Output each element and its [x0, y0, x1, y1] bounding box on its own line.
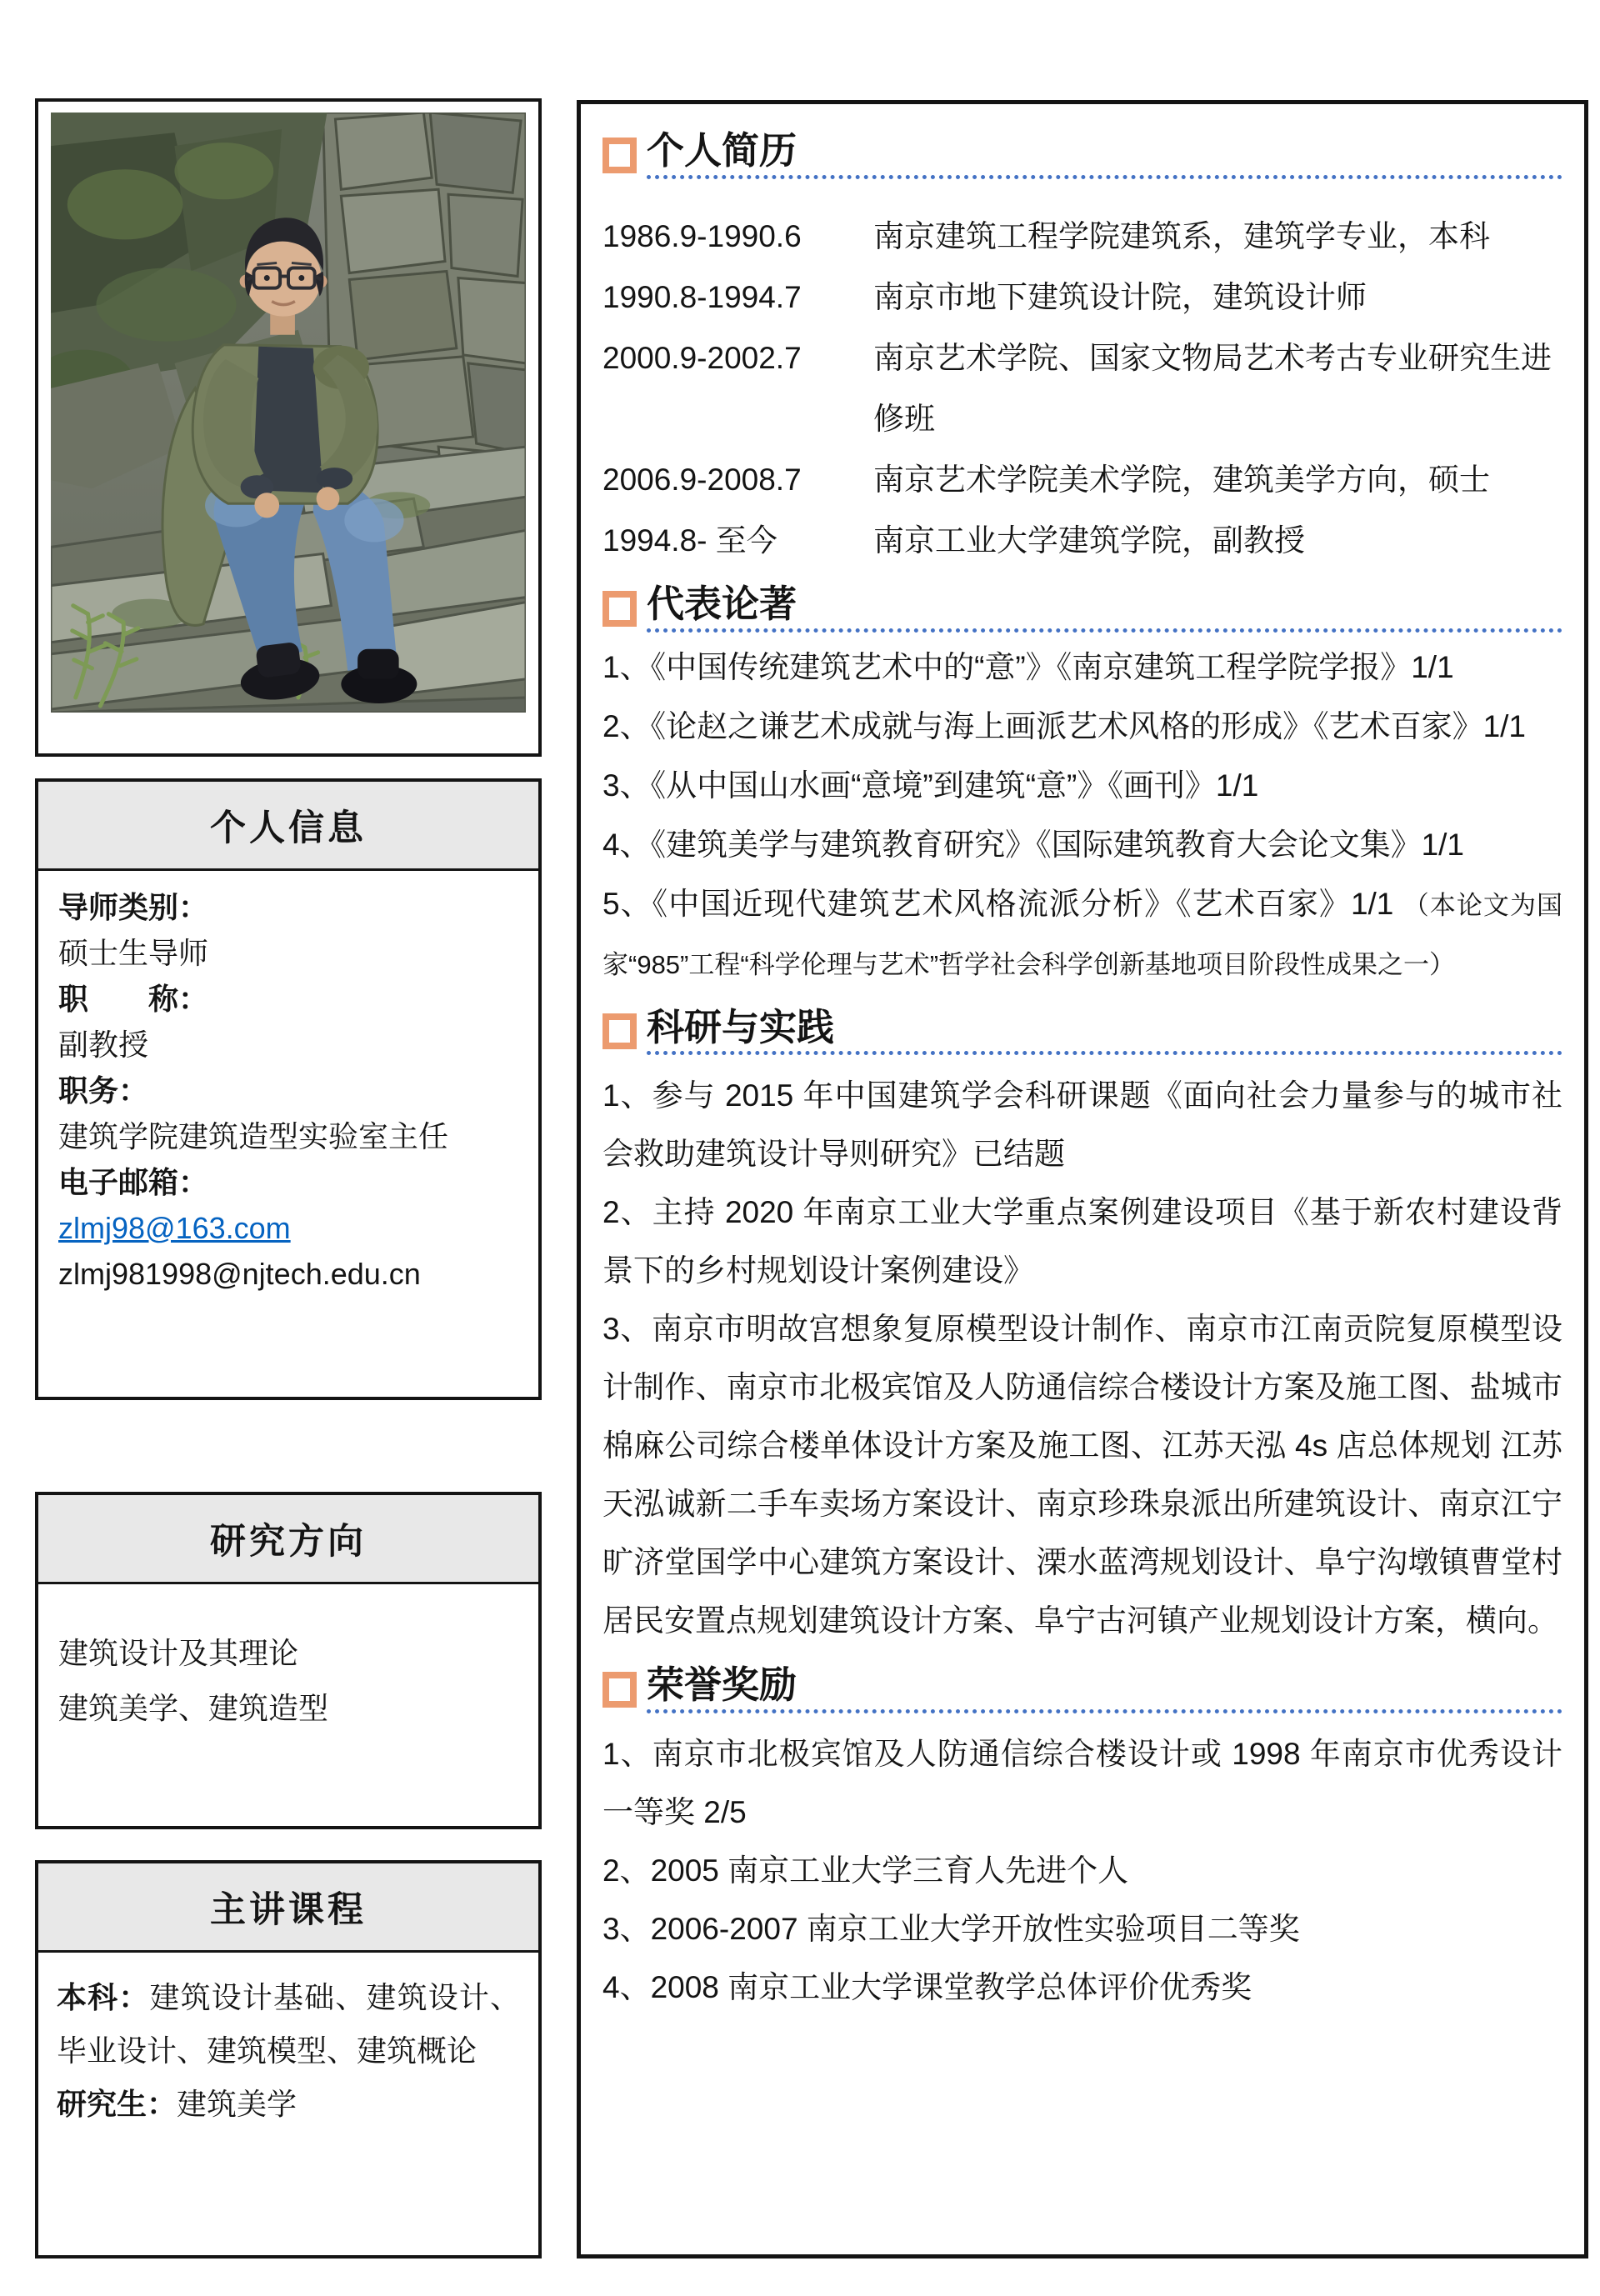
resume-description: 南京艺术学院、国家文物局艺术考古专业研究生进 [873, 340, 1552, 375]
research-practice-list [602, 1067, 1562, 1650]
research-practice-item: 2、主持 2020 年南京工业大学重点案例建设项目《基于新农村建设背景下的乡村规划设计案例建设》 [602, 1195, 1562, 1288]
award-item: 1、南京市北极宾馆及人防通信综合楼设计或 1998 年南京市优秀设计一等奖 2/5 [602, 1737, 1562, 1829]
info-field-value: 建筑学院建筑造型实验室主任 [58, 1119, 449, 1153]
email-label: 电子邮箱： [58, 1165, 209, 1199]
course-level-label: 本科： [57, 1980, 150, 2014]
email-secondary: zlmj981998@njtech.edu.cn [58, 1257, 421, 1291]
course-line [57, 2078, 520, 2131]
award-item: 4、2008 南京工业大学课堂教学总体评价优秀奖 [602, 1970, 1252, 2004]
awards-section-title: 荣誉奖励 [647, 1663, 798, 1707]
personal-info-card [35, 778, 542, 1400]
section-awards [602, 1663, 1562, 2017]
publication-item [602, 874, 1562, 993]
publication-text: 5、《中国近现代建筑艺术风格流派分析》《艺术百家》1/1 [602, 886, 1403, 921]
resume-description: 南京建筑工程学院建筑系，建筑学专业，本科 [873, 218, 1490, 253]
email-link[interactable]: zlmj98@163.com [58, 1211, 291, 1245]
resume-period: 2000.9-2002.7 [602, 340, 802, 375]
section-bullet-icon [602, 138, 637, 173]
resume-entry [602, 449, 1562, 510]
resume-entry [602, 510, 1562, 571]
section-underline [647, 1663, 1562, 1713]
professor-photo [51, 113, 526, 713]
research-practice-item: 1、参与 2015 年中国建筑学会科研课题《面向社会力量参与的城市社会救助建筑设计导则研究》已结题 [602, 1078, 1562, 1172]
awards-section-header [602, 1663, 1562, 1713]
courses-title: 主讲课程 [38, 1863, 538, 1953]
publications-section-header [602, 583, 1562, 633]
professor-photo-illustration [51, 113, 526, 713]
section-publications [602, 583, 1562, 993]
resume-entry [602, 206, 1562, 267]
publication-item [602, 815, 1562, 874]
courses-card [35, 1860, 542, 2258]
research-directions-body [38, 1584, 538, 1778]
resume-period: 1994.8- 至今 [602, 523, 778, 558]
section-research-practice [602, 1006, 1562, 1651]
research-practice-section-title: 科研与实践 [647, 1005, 835, 1048]
section-resume [602, 129, 1562, 571]
courses-body [38, 1953, 538, 2149]
resume-description: 南京工业大学建筑学院，副教授 [873, 523, 1305, 558]
section-underline [647, 129, 1562, 179]
resume-period: 1990.8-1994.7 [602, 279, 802, 314]
personal-info-fields [58, 884, 518, 1159]
section-underline [647, 583, 1562, 633]
info-field-value: 副教授 [58, 1028, 149, 1062]
info-field-value: 硕士生导师 [58, 936, 209, 970]
personal-info-body [38, 871, 538, 1310]
section-bullet-icon [602, 1013, 637, 1049]
publication-text: 4、《建筑美学与建筑教育研究》《国际建筑教育大会论文集》1/1 [602, 827, 1465, 862]
photo-frame [35, 98, 542, 757]
course-names: 建筑美学 [177, 2087, 298, 2121]
publication-text: 3、《从中国山水画“意境”到建筑“意”》《画刊》1/1 [602, 768, 1259, 803]
research-directions-title: 研究方向 [38, 1495, 538, 1584]
publication-item [602, 756, 1562, 815]
research-direction-line: 建筑设计及其理论 [58, 1636, 299, 1670]
resume-section-title: 个人简历 [647, 129, 798, 172]
resume-description: 南京艺术学院美术学院，建筑美学方向，硕士 [873, 462, 1490, 497]
awards-list [602, 1725, 1562, 2017]
resume-entry [602, 267, 1562, 328]
resume-entry [602, 388, 1562, 449]
publication-text: 1、《中国传统建筑艺术中的“意”》《南京建筑工程学院学报》1/1 [602, 649, 1454, 684]
resume-description: 南京市地下建筑设计院，建筑设计师 [873, 279, 1367, 314]
info-field-label: 职务： [58, 1073, 149, 1108]
info-field-label: 职 称： [58, 982, 209, 1016]
research-practice-item: 3、南京市明故宫想象复原模型设计制作、南京市江南贡院复原模型设计制作、南京市北极宾馆及人防通信综合楼设计方案及施工图、盐城市棉麻公司综合楼单体设计方案及施工图、江苏天泓 4s 店总体规划 江苏天泓诚新二手车卖场方案设计、南京珍珠泉派出所建筑设计、南京江宁旷济堂国学中心建筑方案设计、溧水蓝湾规划设计、阜宁沟墩镇曹堂村居民安置点规划建筑设计方案、阜宁古河镇产业规划设计方案，横向。 [602, 1312, 1562, 1638]
section-underline [647, 1006, 1562, 1056]
main-panel [577, 100, 1588, 2258]
resume-section-header [602, 129, 1562, 179]
info-field-label: 导师类别： [58, 890, 209, 924]
resume-description: 修班 [873, 401, 935, 436]
course-names: 建筑设计基础、建筑设计、毕业设计、建筑模型、建筑概论 [57, 1980, 520, 2068]
research-direction-line: 建筑美学、建筑造型 [58, 1691, 329, 1725]
award-item: 3、2006-2007 南京工业大学开放性实验项目二等奖 [602, 1912, 1300, 1946]
publications-list [602, 638, 1562, 993]
publication-text: 2、《论赵之谦艺术成就与海上画派艺术风格的形成》《艺术百家》1/1 [602, 708, 1527, 743]
resume-entry [602, 328, 1562, 388]
section-bullet-icon [602, 591, 637, 627]
award-item: 2、2005 南京工业大学三育人先进个人 [602, 1853, 1129, 1888]
resume-period [602, 388, 873, 449]
research-directions-card [35, 1492, 542, 1829]
research-practice-section-header [602, 1006, 1562, 1056]
resume-period: 1986.9-1990.6 [602, 218, 802, 253]
publication-item [602, 638, 1562, 697]
course-line [57, 1971, 520, 2078]
resume-period: 2006.9-2008.7 [602, 462, 802, 497]
course-level-label: 研究生： [57, 2087, 178, 2121]
section-bullet-icon [602, 1672, 637, 1708]
publication-item [602, 697, 1562, 756]
publications-section-title: 代表论著 [647, 582, 798, 625]
resume-list [602, 206, 1562, 571]
publication-note: （本论文为国家“985”工程“科学伦理与艺术”哲学社会科学创新基地项目阶段性成果之一） [602, 890, 1563, 979]
personal-info-title: 个人信息 [38, 782, 538, 871]
